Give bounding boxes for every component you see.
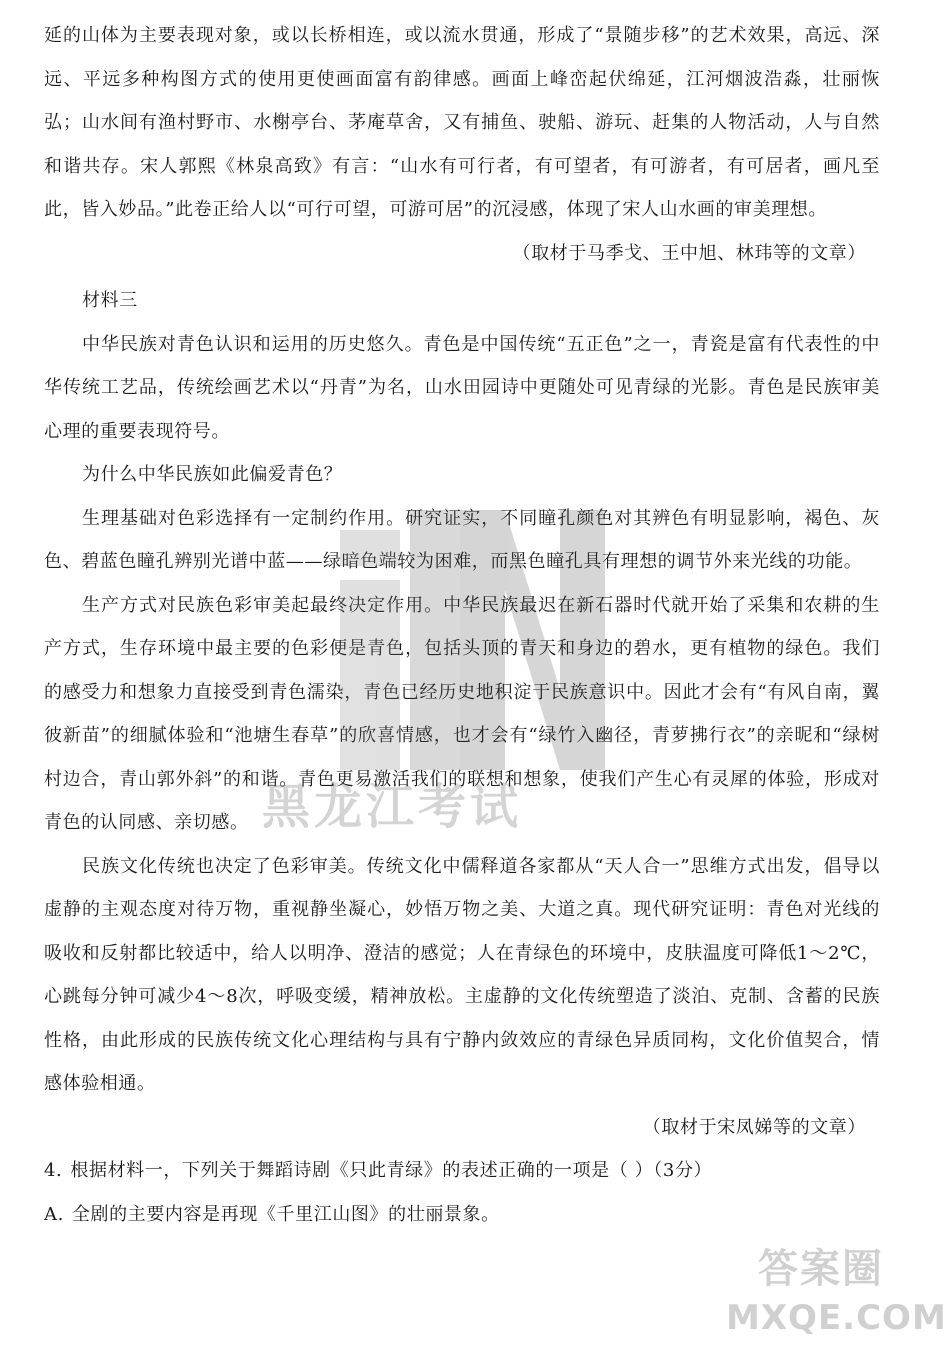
option-a-text: 全剧的主要内容是再现《千里江山图》的壮丽景象。 [71,1203,500,1225]
material3-paragraph-1: 中华民族对青色认识和运用的历史悠久。青色是中国传统“五正色”之一，青瓷是富有代表性的中华传统工艺品，传统绘画艺术以“丹青”为名，山水田园诗中更随处可见青绿的光影。青色是民族审美心理的重要表现符号。 [44,333,880,442]
corner-watermark-line1: 答案圈 [758,1246,884,1292]
question-text: 根据材料一，下列关于舞蹈诗剧《只此青绿》的表述正确的一项是（ ）（3分） [70,1160,713,1181]
source-citation-2: （取材于宋凤娣等的文章） [642,1116,866,1138]
question-4 [44,1149,880,1193]
corner-watermark [726,1237,947,1341]
paragraph-continuation: 延的山体为主要表现对象，或以长桥相连，或以流水贯通，形成了“景随步移”的艺术效果，高远、深远、平远多种构图方式的使用更使画面富有韵律感。画面上峰峦起伏绵延，江河烟波浩淼，壮丽恢弘；山水间有渔村野市、水榭亭台、茅庵草舍，又有捕鱼、驶船、游玩、赶集的人物活动，人与自然和谐共存。宋人郭熙《林泉高致》有言：“山水有可行者，有可望者，有可游者，有可居者，画凡至此，皆入妙品。”此卷正给人以“可行可望，可游可居”的沉浸感，体现了宋人山水画的审美理想。 [44,25,880,220]
material3-paragraph-3: 生产方式对民族色彩审美起最终决定作用。中华民族最迟在新石器时代就开始了采集和农耕的生产方式，生存环境中最主要的色彩便是青色，包括头顶的青天和身边的碧水，更有植物的绿色。我们的感受力和想象力直接受到青色濡染，青色已经历史地积淀于民族意识中。因此才会有“有风自南，翼彼新苗”的细腻体验和“池塘生春草”的欣喜情感，也才会有“绿竹入幽径，青萝拂行衣”的亲昵和“绿树村边合，青山郭外斜”的和谐。青色更易激活我们的联想和想象，使我们产生心有灵犀的体验，形成对青色的认同感、亲切感。 [44,594,880,833]
document-page [44,14,880,1236]
material3-question: 为什么中华民族如此偏爱青色？ [82,464,343,485]
material3-paragraph-4: 民族文化传统也决定了色彩审美。传统文化中儒释道各家都从“天人合一”思维方式出发，倡导以虚静的主观态度对待万物，重视静坐凝心，妙悟万物之美、大道之真。现代研究证明：青色对光线的吸收和反射都比较适中，给人以明净、澄洁的感觉；人在青绿色的环境中，皮肤温度可降低1～2℃，心跳每分钟可减少4～8次，呼吸变缓，精神放松。主虚静的文化传统塑造了淡泊、克制、含蓄的民族性格，由此形成的民族传统文化心理结构与具有宁静内敛效应的青绿色异质同构，文化价值契合，情感体验相通。 [44,855,880,1094]
source-citation-1: （取材于马季戈、王中旭、林玮等的文章） [512,242,866,264]
material3-paragraph-2: 生理基础对色彩选择有一定制约作用。研究证实，不同瞳孔颜色对其辨色有明显影响，褐色、灰色、碧蓝色瞳孔辨别光谱中蓝——绿暗色端较为困难，而黑色瞳孔具有理想的调节外来光线的功能。 [44,507,880,572]
watermark-text: 黑龙江考试 [262,779,523,835]
option-a [44,1193,880,1237]
question-number: 4. [44,1160,63,1181]
option-a-label: A. [44,1203,64,1225]
corner-watermark-line2: MXQE.COM [726,1298,947,1338]
material3-heading: 材料三 [82,290,138,311]
